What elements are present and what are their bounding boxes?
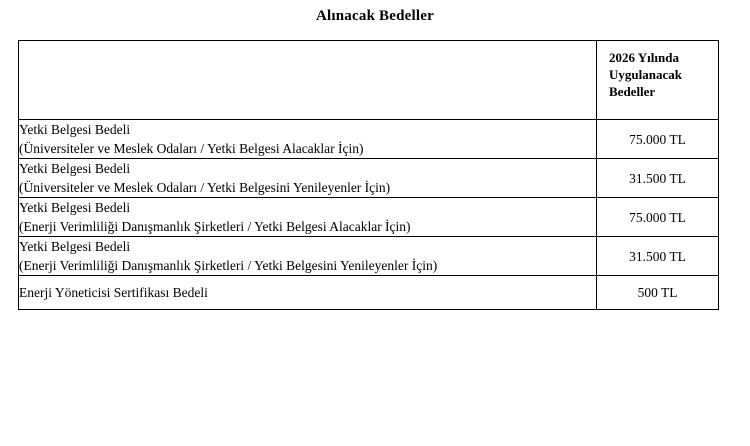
page-title: Alınacak Bedeller xyxy=(316,8,434,24)
table-row xyxy=(19,276,719,310)
row-description xyxy=(19,159,597,198)
row-description xyxy=(19,237,597,276)
header-line-2: Uygulanacak xyxy=(609,67,682,82)
table-header xyxy=(19,41,719,120)
row-description-line-2: (Üniversiteler ve Meslek Odaları / Yetki Belgesi Alacaklar İçin) xyxy=(19,141,364,156)
header-line-1: 2026 Yılında xyxy=(609,50,679,65)
table-header-value xyxy=(597,41,719,120)
table-row xyxy=(19,198,719,237)
row-value: 75.000 TL xyxy=(597,120,719,159)
row-description-line-2: (Enerji Verimliliği Danışmanlık Şirketleri / Yetki Belgesini Yenileyenler İçin) xyxy=(19,258,438,273)
document-page xyxy=(0,8,750,446)
table-header-row xyxy=(19,41,719,120)
row-value: 500 TL xyxy=(597,276,719,310)
row-description-line-2: (Enerji Verimliliği Danışmanlık Şirketleri / Yetki Belgesi Alacaklar İçin) xyxy=(19,219,411,234)
row-description-line-1: Yetki Belgesi Bedeli xyxy=(19,122,131,137)
row-description-line-1: Yetki Belgesi Bedeli xyxy=(19,200,131,215)
row-description xyxy=(19,120,597,159)
row-description xyxy=(19,198,597,237)
row-description-line-1: Yetki Belgesi Bedeli xyxy=(19,239,131,254)
row-value: 31.500 TL xyxy=(597,237,719,276)
row-value: 31.500 TL xyxy=(597,159,719,198)
row-description-line-2: (Üniversiteler ve Meslek Odaları / Yetki Belgesini Yenileyenler İçin) xyxy=(19,180,391,195)
row-description-line-1: Enerji Yöneticisi Sertifikası Bedeli xyxy=(19,285,208,300)
row-description-line-1: Yetki Belgesi Bedeli xyxy=(19,161,131,176)
table-row xyxy=(19,159,719,198)
fees-table-container xyxy=(18,40,718,310)
table-row xyxy=(19,120,719,159)
fees-table xyxy=(18,40,719,310)
row-value: 75.000 TL xyxy=(597,198,719,237)
table-body xyxy=(19,120,719,310)
table-header-description xyxy=(19,41,597,120)
table-row xyxy=(19,237,719,276)
row-description xyxy=(19,276,597,310)
header-line-3: Bedeller xyxy=(609,84,656,99)
